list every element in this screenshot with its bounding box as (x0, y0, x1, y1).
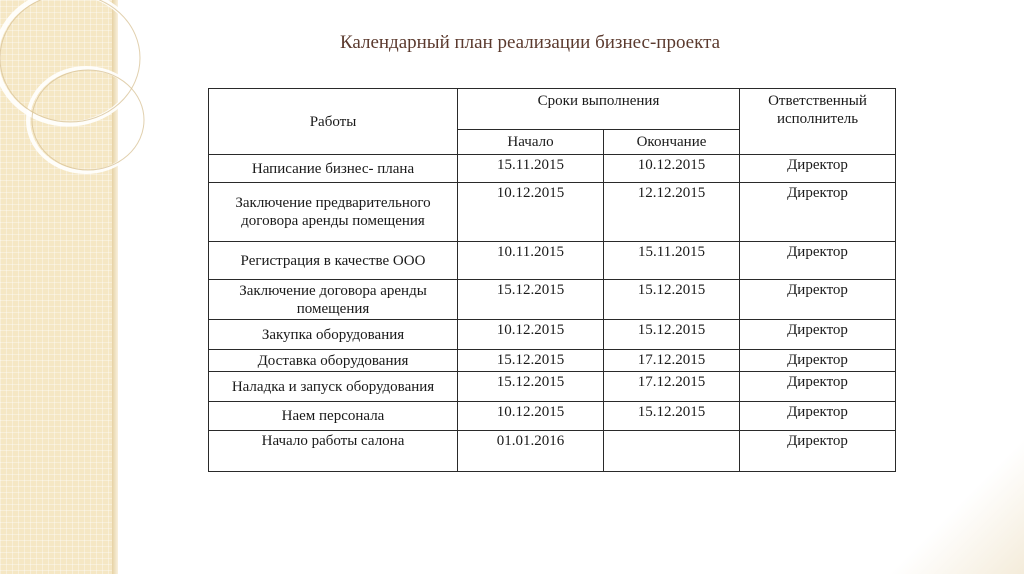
cell-start: 10.12.2015 (458, 183, 604, 242)
cell-end: 10.12.2015 (604, 155, 740, 183)
cell-work: Закупка оборудования (209, 320, 458, 350)
cell-work: Заключение договора аренды помещения (209, 280, 458, 320)
table-row (209, 372, 896, 402)
table-row (209, 431, 896, 472)
cell-start: 15.11.2015 (458, 155, 604, 183)
cell-responsible: Директор (740, 280, 896, 320)
swirl-ornament (0, 0, 200, 200)
table-row (209, 183, 896, 242)
cell-start: 15.12.2015 (458, 350, 604, 372)
schedule-table (208, 88, 896, 472)
cell-end: 17.12.2015 (604, 350, 740, 372)
cell-work: Написание бизнес- плана (209, 155, 458, 183)
header-start: Начало (458, 130, 604, 155)
cell-work: Заключение предварительного договора аренды помещения (209, 183, 458, 242)
cell-work: Доставка оборудования (209, 350, 458, 372)
cell-responsible: Директор (740, 431, 896, 472)
cell-start: 10.12.2015 (458, 320, 604, 350)
cell-end: 15.11.2015 (604, 242, 740, 280)
cell-responsible: Директор (740, 350, 896, 372)
cell-work: Наладка и запуск оборудования (209, 372, 458, 402)
cell-responsible: Директор (740, 372, 896, 402)
cell-end: 12.12.2015 (604, 183, 740, 242)
table-row (209, 280, 896, 320)
cell-start: 01.01.2016 (458, 431, 604, 472)
corner-decoration (884, 414, 1024, 574)
table-row (209, 242, 896, 280)
table-row (209, 320, 896, 350)
cell-work: Наем персонала (209, 402, 458, 431)
header-row (209, 89, 896, 130)
cell-start: 15.12.2015 (458, 280, 604, 320)
cell-work: Регистрация в качестве ООО (209, 242, 458, 280)
cell-start: 10.12.2015 (458, 402, 604, 431)
table-row (209, 350, 896, 372)
cell-end (604, 431, 740, 472)
cell-end: 17.12.2015 (604, 372, 740, 402)
header-end: Окончание (604, 130, 740, 155)
header-terms: Сроки выполнения (458, 89, 740, 130)
cell-responsible: Директор (740, 183, 896, 242)
cell-responsible: Директор (740, 320, 896, 350)
cell-responsible: Директор (740, 242, 896, 280)
header-work: Работы (209, 89, 458, 155)
cell-start: 15.12.2015 (458, 372, 604, 402)
cell-end: 15.12.2015 (604, 402, 740, 431)
cell-responsible: Директор (740, 155, 896, 183)
table-row (209, 402, 896, 431)
cell-responsible: Директор (740, 402, 896, 431)
cell-start: 10.11.2015 (458, 242, 604, 280)
cell-end: 15.12.2015 (604, 320, 740, 350)
table-row (209, 155, 896, 183)
cell-work: Начало работы салона (209, 431, 458, 472)
cell-end: 15.12.2015 (604, 280, 740, 320)
slide-title: Календарный план реализации бизнес-проекта (339, 32, 721, 53)
header-responsible: Ответственный исполнитель (740, 89, 896, 155)
